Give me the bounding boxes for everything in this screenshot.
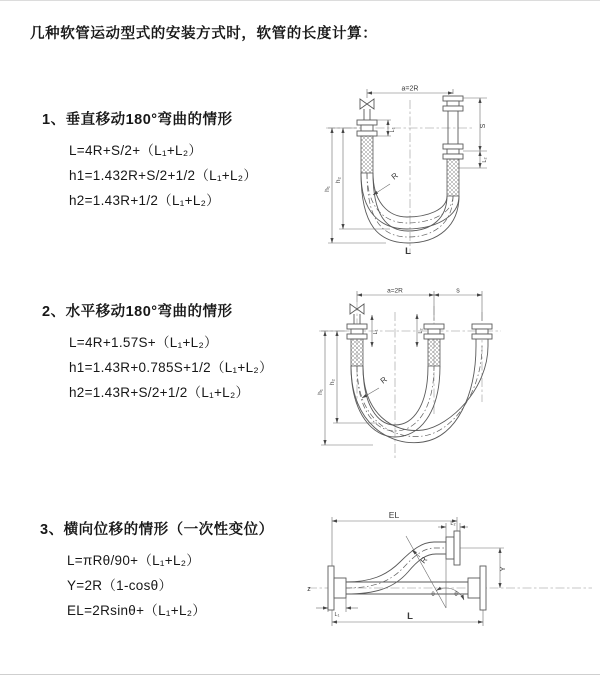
dimension-l1-left — [316, 598, 358, 618]
section-3-heading: 3、横向位移的情形（一次性变位） — [40, 522, 274, 538]
dimension-h1 — [324, 128, 386, 243]
angle-label: θ — [431, 592, 435, 598]
diagram-horizontal-180-bend — [305, 284, 515, 470]
hose-u-bend-arcs — [351, 346, 488, 443]
braided-hose-left — [361, 136, 373, 173]
dim-h2-label: h₂ — [335, 176, 342, 184]
formula-line: h1=1.432R+S/2+1/2（L₁+L₂） — [69, 168, 258, 183]
dim-span-label: a=2R — [401, 85, 419, 93]
pipe-right — [448, 111, 458, 144]
flange-left — [347, 324, 367, 339]
page-title: 几种软管运动型式的安装方式时，软管的长度计算： — [30, 26, 378, 42]
section-horizontal-180 — [42, 300, 273, 405]
radius-label: R — [389, 170, 400, 182]
formula-line: Y=2R（1-cosθ） — [67, 578, 173, 593]
flange-right — [472, 324, 492, 339]
formula-line: L=4R+1.57S+（L₁+L₂） — [69, 335, 218, 350]
radius-callout — [373, 171, 400, 195]
dimension-span — [367, 86, 453, 99]
section-2-heading: 2、水平移动180°弯曲的情形 — [42, 304, 233, 320]
dimension-length — [332, 610, 483, 626]
dimension-el — [332, 510, 457, 566]
dim-h1-label: h₁ — [324, 186, 331, 192]
radius-label: R — [418, 555, 430, 566]
formula-line: h1=1.43R+0.785S+1/2（L₁+L₂） — [69, 360, 273, 375]
angle-label: θ — [454, 592, 458, 598]
flange-right-top — [443, 96, 463, 111]
length-label: L — [405, 246, 411, 257]
formula-line: EL=2Rsinθ+（L₁+L₂） — [67, 603, 207, 618]
braided-hose-right — [447, 159, 459, 196]
dim-offset-label: s — [456, 287, 460, 295]
dim-el-label: EL — [388, 510, 400, 520]
flange-right-bottom — [443, 144, 463, 159]
dimension-span — [357, 288, 482, 322]
dim-l2-label: L₂ — [482, 157, 488, 163]
break-mark: z — [307, 586, 311, 593]
formula-line: h2=1.43R+S/2+1/2（L₁+L₂） — [69, 385, 250, 400]
dimension-l2 — [417, 314, 424, 347]
dim-l1-label: L₁ — [334, 612, 340, 618]
dim-h2-label: h₂ — [329, 378, 336, 386]
dim-y-label: Y — [498, 566, 507, 572]
formula-line: L=4R+S/2+（L₁+L₂） — [69, 143, 203, 158]
valve-icon — [360, 99, 374, 120]
diagram-lateral-displacement — [300, 504, 600, 649]
hose-s-curve — [346, 542, 446, 594]
dimension-l1 — [372, 315, 379, 347]
dim-l1-label: L₁ — [390, 127, 396, 133]
flange-right — [468, 566, 486, 610]
radius-label: R — [378, 374, 389, 386]
braided-hose-middle — [428, 339, 440, 366]
dim-l2-label: L₂ — [418, 328, 424, 334]
dim-h1-label: h₁ — [317, 389, 324, 395]
diagram-vertical-180-bend — [310, 76, 500, 258]
flange-middle — [424, 324, 444, 339]
formula-line: L=πRθ/90+（L₁+L₂） — [67, 553, 201, 568]
dim-stroke-label: S — [480, 123, 487, 129]
dim-l2-label: L₂ — [450, 521, 456, 527]
section-lateral-displacement — [40, 518, 274, 623]
flange-top-displaced — [446, 531, 460, 565]
dim-length-label: L — [407, 611, 413, 622]
dim-span-label: a=2R — [387, 287, 403, 295]
formula-line: h2=1.43R+1/2（L₁+L₂） — [69, 193, 220, 208]
dimension-l2-top — [438, 521, 468, 537]
dim-l1-label: L₁ — [373, 329, 379, 335]
flange-left — [328, 566, 346, 610]
section-vertical-180 — [42, 108, 257, 213]
dimension-l2 — [480, 151, 488, 168]
section-1-heading: 1、垂直移动180°弯曲的情形 — [42, 112, 233, 128]
braided-hose-left — [351, 339, 363, 366]
dimension-offset — [434, 288, 482, 296]
